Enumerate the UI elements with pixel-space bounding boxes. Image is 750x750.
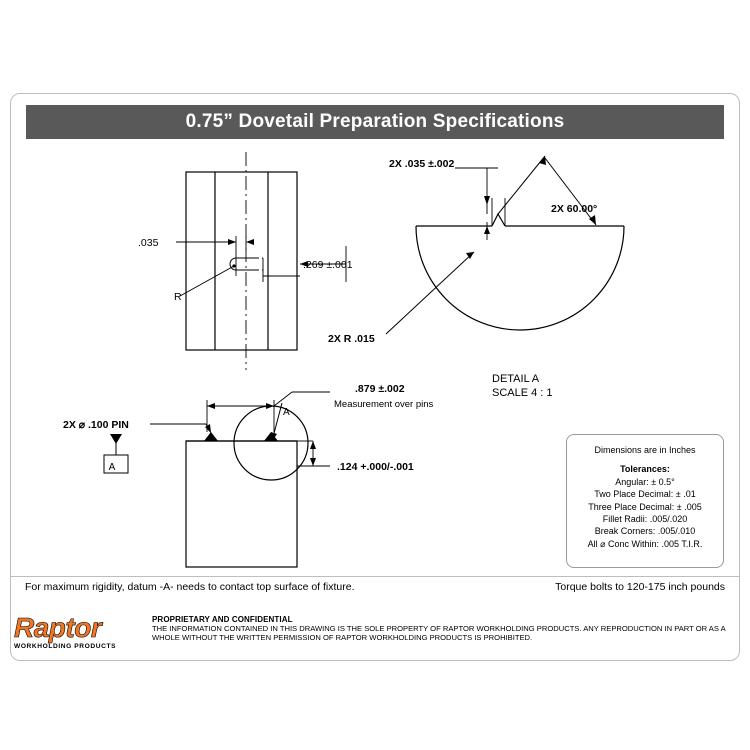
bottom-view-outline <box>186 441 297 567</box>
label-pins-dim: .879 ±.002 <box>355 383 405 395</box>
bottom-note-right: Torque bolts to 120-175 inch pounds <box>555 581 725 593</box>
raptor-logo <box>14 614 144 650</box>
notes-line-angular: Angular: ± 0.5° <box>615 476 675 487</box>
logo-subtitle: WORKHOLDING PRODUCTS <box>14 643 117 650</box>
notes-line-two-place: Two Place Decimal: ± .01 <box>594 489 696 500</box>
detail-a-arc <box>416 226 624 330</box>
bottom-note-left: For maximum rigidity, datum -A- needs to contact top surface of fixture. <box>25 581 355 593</box>
tolerance-notes-box <box>566 434 724 568</box>
notes-line-three-place: Three Place Decimal: ± .005 <box>588 501 702 512</box>
detail-a-notch <box>492 214 505 226</box>
label-detail-scale: SCALE 4 : 1 <box>492 387 553 399</box>
footer-heading: PROPRIETARY AND CONFIDENTIAL <box>152 615 293 624</box>
label-detail-angle: 2X 60.00° <box>551 203 598 215</box>
label-depth: .124 +.000/-.001 <box>337 461 414 473</box>
label-front-035: .035 <box>138 237 159 249</box>
page-title: 0.75” Dovetail Preparation Specifications <box>185 111 565 132</box>
footer-legal <box>152 615 732 642</box>
logo-wordmark: Raptor <box>14 612 102 643</box>
footer-body: THE INFORMATION CONTAINED IN THIS DRAWING IS THE SOLE PROPERTY OF RAPTOR WORKHOLDING PRODUCTS. ANY REPRODUCTION IN PART OR AS A WHOLE WITHOUT THE WRITTEN PERMISSION OF RAPTOR WORKHOLDING PRODUCTS IS PROHIBITED. <box>152 624 726 642</box>
pin-right <box>264 432 278 441</box>
label-detail-a: DETAIL A <box>492 373 540 385</box>
notes-line-break-corners: Break Corners: .005/.010 <box>594 526 696 537</box>
bottom-divider <box>11 576 739 577</box>
label-front-radius: R <box>174 291 182 303</box>
notes-tolerances-title: Tolerances: <box>620 464 670 475</box>
front-view-outline <box>186 172 297 350</box>
label-detail-radius: 2X R .015 <box>328 333 375 345</box>
label-pin-dia: 2X ⌀ .100 PIN <box>63 419 129 431</box>
label-datum-a: A <box>108 462 116 473</box>
label-section-a: A <box>283 407 290 418</box>
label-pins-note: Measurement over pins <box>334 399 434 410</box>
notes-line-concentricity: All ⌀ Conc Within: .005 T.I.R. <box>587 538 703 549</box>
notes-spacer <box>567 456 723 463</box>
pin-left <box>204 432 218 441</box>
label-front-width: .269 ±.001 <box>303 259 353 271</box>
label-detail-top: 2X .035 ±.002 <box>389 158 455 170</box>
notes-heading: Dimensions are in Inches <box>594 445 696 455</box>
notes-line-fillet: Fillet Radii: .005/.020 <box>602 514 688 525</box>
